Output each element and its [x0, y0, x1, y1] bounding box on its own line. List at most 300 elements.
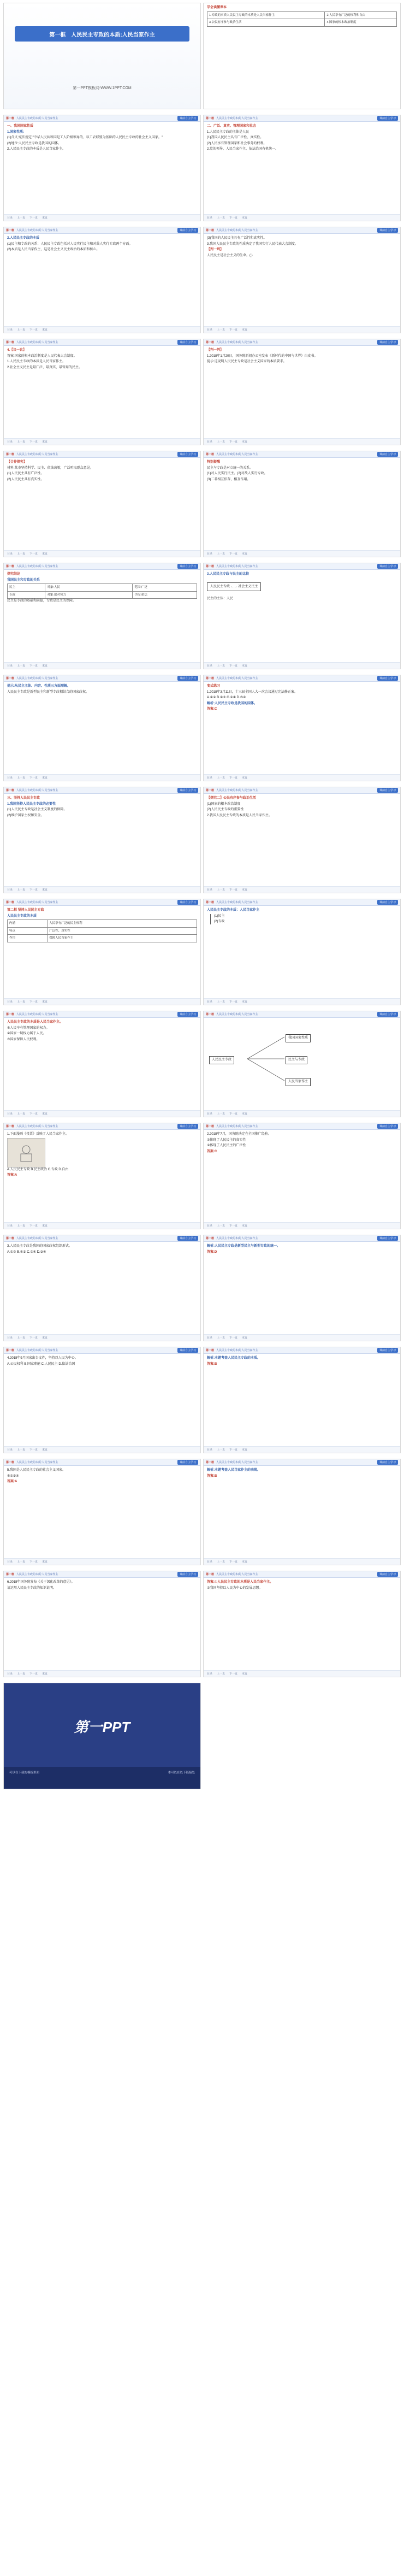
line: (1)人民民主专政是社会主义制度的保障。	[7, 808, 67, 811]
header-title: 人民民主专政的本质:人民当家作主	[216, 1013, 258, 1016]
header-title: 人民民主专政的本质:人民当家作主	[16, 901, 58, 904]
slide-header	[204, 675, 400, 682]
header-tab[interactable]: 课前自主学习	[377, 1124, 398, 1129]
footer-link[interactable]: 末页	[42, 1336, 48, 1340]
footer-link[interactable]: 下一页	[229, 440, 238, 444]
footer-link[interactable]: 下一页	[229, 1672, 238, 1676]
footer-link[interactable]: 下一页	[29, 664, 38, 668]
header-tab[interactable]: 课前自主学习	[177, 1460, 198, 1465]
slide-24	[203, 1235, 401, 1341]
slide-header	[4, 1235, 200, 1242]
line: 解析:人民民主专政是我国的国体。	[207, 702, 257, 705]
footer-link[interactable]: 上一页	[217, 1560, 225, 1564]
footer-link[interactable]: 末页	[242, 1448, 248, 1452]
footer-link[interactable]: 目录	[7, 888, 13, 892]
footer-link[interactable]: 目录	[7, 216, 13, 220]
header-section: 第一框	[6, 341, 15, 344]
line: 变式练习	[207, 685, 221, 688]
line: (2)人民民主具有真实性。	[7, 478, 44, 481]
header-tab[interactable]: 课前自主学习	[177, 1012, 198, 1017]
concept-node: 我国国家性质	[286, 1034, 311, 1042]
header-section: 第一框	[206, 789, 215, 792]
slide-footer	[204, 438, 400, 445]
footer-link[interactable]: 目录	[207, 1336, 213, 1340]
slide-footer	[4, 774, 200, 781]
footer-link[interactable]: 目录	[207, 1224, 213, 1228]
header-section: 第一框	[206, 901, 215, 904]
slide-footer	[4, 1334, 200, 1341]
footer-link[interactable]: 目录	[207, 1000, 213, 1004]
line: (2)人民民主专政的重要性	[207, 808, 244, 811]
footer-link[interactable]: 下一页	[229, 1000, 238, 1004]
header-tab[interactable]: 课前自主学习	[177, 116, 198, 121]
footer-link[interactable]: 目录	[7, 328, 13, 332]
line: 我国民主和专政的关系	[7, 578, 40, 582]
header-section: 第一框	[206, 1461, 215, 1464]
footer-link[interactable]: 上一页	[17, 1336, 26, 1340]
bracket-diagram	[210, 914, 397, 924]
footer-link[interactable]: 末页	[242, 1336, 248, 1340]
line: (1)对人民实行民主。(2)对敌人实行专政。	[207, 472, 268, 475]
footer-link[interactable]: 目录	[7, 1000, 13, 1004]
footer-link[interactable]: 末页	[42, 440, 48, 444]
footer-link[interactable]: 上一页	[217, 1448, 225, 1452]
table-cell: 范围:广泛	[133, 584, 197, 592]
footer-link[interactable]: 下一页	[29, 1224, 38, 1228]
header-tab[interactable]: 课前自主学习	[377, 900, 398, 905]
footer-link[interactable]: 末页	[42, 1672, 48, 1676]
line: (1)人民民主具有广泛性。	[7, 472, 44, 475]
footer-link[interactable]: 末页	[42, 776, 48, 780]
footer-link[interactable]: 上一页	[17, 1560, 26, 1564]
footer-link[interactable]: 目录	[207, 216, 213, 220]
slide-footer	[4, 1558, 200, 1565]
line: (2)维护国家主权和安全。	[7, 814, 44, 817]
slide-7	[3, 339, 201, 445]
header-tab[interactable]: 课前自主学习	[377, 228, 398, 233]
footer-link[interactable]: 末页	[42, 888, 48, 892]
header-tab[interactable]: 课前自主学习	[177, 900, 198, 905]
footer-link[interactable]: 目录	[207, 888, 213, 892]
line: (2)地位:人民民主专政是我国的国体。	[7, 142, 62, 145]
line: 人民民主专政的本质	[7, 914, 37, 918]
header-title: 人民民主专政的本质:人民当家作主	[16, 341, 58, 344]
footer-link[interactable]: 上一页	[17, 1112, 26, 1116]
line: ②体现了人民民主的广泛性	[207, 1144, 246, 1147]
footer-link[interactable]: 上一页	[17, 1672, 26, 1676]
line: 探究结论	[7, 573, 21, 576]
slide-header	[204, 899, 400, 906]
header-title: 人民民主专政的本质:人民当家作主	[216, 117, 258, 120]
line: (2)人民享有管理国家和社会事务的权利。	[207, 142, 267, 145]
header-title: 人民民主专政的本质:人民当家作主	[216, 677, 258, 680]
header-title: 人民民主专政的本质:人民当家作主	[216, 565, 258, 568]
line: 第二框 坚持人民民主专政	[7, 909, 44, 912]
footer-link[interactable]: 上一页	[217, 1112, 225, 1116]
slide-header	[204, 1123, 400, 1130]
table-cell: 民主	[8, 584, 45, 592]
line: 3.我国人民民主专政的性质决定了我国实行人民代表大会制度。	[207, 242, 299, 246]
header-section: 第一框	[206, 341, 215, 344]
slide-header	[4, 899, 200, 906]
footer-link[interactable]: 目录	[7, 552, 13, 556]
header-tab[interactable]: 课前自主学习	[177, 676, 198, 681]
header-tab[interactable]: 课前自主学习	[177, 788, 198, 793]
header-section: 第一框	[6, 117, 15, 120]
footer-link[interactable]: 末页	[42, 552, 48, 556]
footer-link[interactable]: 下一页	[29, 888, 38, 892]
header-section: 第一框	[6, 1573, 15, 1576]
footer-link[interactable]: 目录	[7, 1672, 13, 1676]
footer-link[interactable]: 末页	[242, 1672, 248, 1676]
slide-heading: 学会读懂课本	[207, 6, 227, 9]
header-section: 第一框	[6, 677, 15, 680]
header-title: 人民民主专政的本质:人民当家作主	[216, 901, 258, 904]
header-tab[interactable]: 课前自主学习	[177, 564, 198, 569]
slide-14	[203, 675, 401, 781]
footer-link[interactable]: 下一页	[229, 664, 238, 668]
footer-link[interactable]: 下一页	[229, 1336, 238, 1340]
line: (3)二者相互依存，相互作用。	[207, 478, 251, 481]
footer-link[interactable]: 上一页	[17, 440, 26, 444]
line: 【判一判】	[207, 349, 224, 352]
line: 1.我国坚持人民民主专政的必要性	[7, 802, 56, 806]
answer: 答案:C	[207, 1150, 217, 1153]
answer: 答案:A	[7, 1480, 17, 1483]
header-title: 人民民主专政的本质:人民当家作主	[216, 341, 258, 344]
footer-link[interactable]: 下一页	[29, 440, 38, 444]
header-section: 第一框	[206, 453, 215, 456]
header-section: 第一框	[206, 117, 215, 120]
slide-footer	[4, 886, 200, 893]
footer-link[interactable]: 下一页	[229, 776, 238, 780]
footer-link[interactable]: 上一页	[217, 1000, 225, 1004]
footer-link[interactable]: 上一页	[217, 888, 225, 892]
line: 3.人民民主专政与民主的比较	[207, 573, 249, 576]
footer-link[interactable]: 上一页	[17, 1000, 26, 1004]
footer-link[interactable]: 下一页	[229, 1560, 238, 1564]
table-cell: 专政	[8, 591, 45, 599]
footer-link[interactable]: 末页	[42, 1224, 48, 1228]
header-title: 人民民主专政的本质:人民当家作主	[216, 1125, 258, 1128]
footer-link[interactable]: 目录	[207, 440, 213, 444]
header-tab[interactable]: 课前自主学习	[377, 1236, 398, 1241]
slide-header	[204, 1459, 400, 1466]
footer-link[interactable]: 末页	[42, 216, 48, 220]
line: 请运用人民民主专政的知识说明。	[7, 1586, 57, 1590]
slide-26	[203, 1347, 401, 1453]
footer-link[interactable]: 下一页	[29, 1560, 38, 1564]
concept-node: 人民民主专政	[209, 1056, 234, 1064]
footer-link[interactable]: 末页	[242, 776, 248, 780]
line: 特别提醒	[207, 461, 221, 464]
header-title: 人民民主专政的本质:人民当家作主	[16, 565, 58, 568]
slide-title	[3, 3, 201, 109]
slide-footer	[204, 774, 400, 781]
line: 2.人民民主专政的本质是人民当家作主。	[7, 148, 66, 151]
footer-link[interactable]: 上一页	[217, 328, 225, 332]
footer-link[interactable]: 目录	[7, 1336, 13, 1340]
diagram-box: 人民民主专政 ←→ 社会主义民主	[207, 582, 261, 592]
table-cell: 对象:敌对势力	[45, 591, 133, 599]
footer-link[interactable]: 上一页	[217, 664, 225, 668]
footer-link[interactable]: 下一页	[29, 1448, 38, 1452]
footer-link[interactable]: 目录	[7, 1448, 13, 1452]
footer-link[interactable]: 下一页	[29, 328, 38, 332]
footer-link[interactable]: 目录	[7, 664, 13, 668]
footer-link[interactable]: 末页	[242, 1560, 248, 1564]
table-cell: 人民享有广泛的民主权利	[47, 920, 197, 928]
line: 人民民主是社会主义的生命。( )	[207, 254, 253, 257]
line: (1)我国人民民主具有广泛性、真实性。	[207, 136, 264, 139]
slide-header	[204, 339, 400, 346]
footer-link[interactable]: 上一页	[17, 1448, 26, 1452]
footer-link[interactable]: 下一页	[229, 216, 238, 220]
line: 1.国家性质:	[7, 130, 25, 134]
footer-link[interactable]: 目录	[7, 776, 13, 780]
line: 2.2018年7月，国务院决定在全国推广经验。	[207, 1133, 271, 1136]
line: 2.党的领导、人民当家作主、依法治国有机统一。	[207, 148, 279, 151]
line: 一、我国国家性质	[7, 125, 34, 128]
header-title: 人民民主专政的本质:人民当家作主	[216, 1461, 258, 1464]
header-tab[interactable]: 课前自主学习	[377, 116, 398, 121]
footer-link[interactable]: 末页	[242, 440, 248, 444]
footer-link[interactable]: 末页	[42, 1000, 48, 1004]
line: 三、坚持人民民主专政	[7, 797, 40, 800]
line: 3.人民民主专政是我国的国家政权组织形式。	[7, 1245, 73, 1248]
slide-header	[4, 563, 200, 570]
line: ②国家一切权力属于人民。	[7, 1032, 46, 1035]
line: 民主的主体：人民	[207, 597, 234, 600]
slide-header	[4, 1571, 200, 1578]
header-section: 第一框	[6, 789, 15, 792]
footer-link[interactable]: 上一页	[217, 552, 225, 556]
slide-9	[3, 451, 201, 557]
line: (1)国家的根本政治制度	[207, 802, 241, 806]
slide-17	[3, 899, 201, 1005]
footer-link[interactable]: 上一页	[17, 328, 26, 332]
title-subtitle: 第一PPT模板网-WWW.1PPT.COM	[73, 86, 132, 90]
line: 民主与专政是对立统一的关系。	[207, 466, 253, 470]
footer-link[interactable]: 下一页	[29, 776, 38, 780]
footer-link[interactable]: 下一页	[229, 552, 238, 556]
footer-link[interactable]: 目录	[207, 1672, 213, 1676]
footer-link[interactable]: 末页	[242, 328, 248, 332]
slide-footer	[204, 1670, 400, 1677]
header-tab[interactable]: 课前自主学习	[377, 564, 398, 569]
header-tab[interactable]: 课前自主学习	[177, 1348, 198, 1353]
header-title: 人民民主专政的本质:人民当家作主	[16, 229, 58, 232]
cartoon-icon	[15, 1142, 37, 1164]
slide-footer	[204, 886, 400, 893]
header-section: 第一框	[6, 1013, 15, 1016]
header-section: 第一框	[6, 1349, 15, 1352]
slide-28	[203, 1459, 401, 1565]
header-tab[interactable]: 课前自主学习	[177, 340, 198, 345]
footer-link[interactable]: 上一页	[17, 664, 26, 668]
cartoon-image	[7, 1138, 45, 1168]
slide-header	[4, 115, 200, 122]
header-tab[interactable]: 课前自主学习	[377, 452, 398, 457]
line: 民主是专政的基础和前提，专政是民主的保障。	[7, 599, 76, 603]
line: ①②③④	[7, 1474, 19, 1478]
line: 1.人民民主专政的主体是人民	[207, 130, 249, 134]
line: A.公民权利 B.国家职能 C.人民民主 D.依法治国	[7, 1362, 75, 1366]
table-cell: 手段:依法	[133, 591, 197, 599]
footer-link[interactable]: 上一页	[17, 552, 26, 556]
footer-link[interactable]: 下一页	[229, 888, 238, 892]
header-section: 第一框	[206, 565, 215, 568]
slide-footer	[4, 1670, 200, 1677]
line: 【探究二】公民有序参与政治生活	[207, 797, 257, 800]
footer-link[interactable]: 目录	[7, 1224, 13, 1228]
header-tab[interactable]: 课前自主学习	[377, 788, 398, 793]
strip-text: 本可以在以下链接处	[168, 1771, 195, 1775]
line: 人民民主专政的本质：人民当家作主	[207, 909, 260, 912]
line: ③国家保障人民权利。	[7, 1038, 40, 1041]
footer-link[interactable]: 下一页	[29, 1336, 38, 1340]
header-tab[interactable]: 课前自主学习	[377, 1012, 398, 1017]
line: 人民民主专政的本质是人民当家作主。	[7, 1021, 63, 1024]
footer-link[interactable]: 目录	[7, 1560, 13, 1564]
header-tab[interactable]: 课前自主学习	[177, 452, 198, 457]
footer-link[interactable]: 末页	[242, 216, 248, 220]
slide-11	[3, 563, 201, 669]
slide-footer	[4, 662, 200, 669]
footer-link[interactable]: 目录	[7, 440, 13, 444]
header-tab[interactable]: 课前自主学习	[377, 1572, 398, 1577]
footer-link[interactable]: 目录	[207, 552, 213, 556]
table-cell: 广泛性	[49, 929, 58, 933]
line: ①体现了人民民主的真实性	[207, 1138, 246, 1142]
slide-21	[3, 1123, 201, 1229]
concept-node: 民主与专政	[286, 1056, 307, 1064]
footer-link[interactable]: 末页	[42, 664, 48, 668]
footer-link[interactable]: 上一页	[17, 1224, 26, 1228]
footer-link[interactable]: 上一页	[217, 776, 225, 780]
footer-link[interactable]: 上一页	[17, 776, 26, 780]
header-title: 人民民主专政的本质:人民当家作主	[16, 677, 58, 680]
footer-link[interactable]: 目录	[207, 328, 213, 332]
footer-link[interactable]: 上一页	[17, 888, 26, 892]
header-title: 人民民主专政的本质:人民当家作主	[16, 1125, 58, 1128]
footer-link[interactable]: 目录	[7, 1112, 13, 1116]
slide-footer	[204, 1558, 400, 1565]
concept-node: 人民当家作主	[286, 1078, 311, 1086]
slide-5	[3, 227, 201, 333]
line: ②我国坚持以人民为中心的发展思想。	[207, 1586, 263, 1590]
header-title: 人民民主专政的本质:人民当家作主	[16, 453, 58, 456]
header-tab[interactable]: 课前自主学习	[177, 1572, 198, 1577]
slide-header	[204, 1011, 400, 1018]
footer-link[interactable]: 下一页	[229, 1112, 238, 1116]
slide-footer	[4, 1222, 200, 1229]
header-tab[interactable]: 课前自主学习	[377, 1348, 398, 1353]
footer-link[interactable]: 上一页	[217, 1672, 225, 1676]
header-tab[interactable]: 课前自主学习	[177, 1236, 198, 1241]
line: ①人民享有管理国家的权力。	[7, 1026, 50, 1030]
footer-link[interactable]: 上一页	[17, 216, 26, 220]
answer: 答案:B	[207, 1474, 217, 1478]
footer-link[interactable]: 下一页	[29, 216, 38, 220]
slide-30	[203, 1571, 401, 1677]
footer-link[interactable]: 下一页	[229, 1224, 238, 1228]
footer-link[interactable]: 目录	[207, 664, 213, 668]
footer-link[interactable]: 末页	[242, 552, 248, 556]
footer-link[interactable]: 下一页	[29, 1000, 38, 1004]
line: 4.2018年9月国家出台文件，坚持以人民为中心。	[7, 1357, 78, 1360]
header-tab[interactable]: 课前自主学习	[377, 1460, 398, 1465]
line: A.①② B.①③ C.②④ D.③④	[207, 696, 246, 699]
slide-footer	[4, 214, 200, 221]
slide-25	[3, 1347, 201, 1453]
footer-link[interactable]: 末页	[242, 1112, 248, 1116]
end-strip	[4, 1767, 200, 1789]
footer-link[interactable]: 末页	[242, 888, 248, 892]
table-cell: 3.公民有序参与政治生活	[207, 19, 325, 27]
footer-link[interactable]: 目录	[207, 776, 213, 780]
slide-22	[203, 1123, 401, 1229]
header-tab[interactable]: 课前自主学习	[177, 228, 198, 233]
footer-link[interactable]: 末页	[42, 1448, 48, 1452]
footer-link[interactable]: 末页	[242, 1000, 248, 1004]
footer-link[interactable]: 下一页	[29, 1672, 38, 1676]
slide-footer	[4, 326, 200, 333]
footer-link[interactable]: 下一页	[29, 552, 38, 556]
header-section: 第一框	[206, 1013, 215, 1016]
footer-link[interactable]: 末页	[42, 1112, 48, 1116]
slide-6	[203, 227, 401, 333]
footer-link[interactable]: 上一页	[217, 440, 225, 444]
header-tab[interactable]: 课前自主学习	[377, 676, 398, 681]
footer-link[interactable]: 上一页	[217, 1336, 225, 1340]
brand-logo: 第一PPT	[74, 1719, 130, 1735]
footer-link[interactable]: 目录	[207, 1112, 213, 1116]
footer-link[interactable]: 目录	[207, 1448, 213, 1452]
line: 提示:从民主主体、内容、性质三方面理解。	[7, 685, 70, 688]
header-tab[interactable]: 课前自主学习	[377, 340, 398, 345]
line: 【判一判】	[207, 248, 224, 251]
line: A.人民民主专政 B.民主政治 C.专政 D.自由	[7, 1168, 69, 1171]
footer-link[interactable]: 末页	[242, 1224, 248, 1228]
footer-link[interactable]: 末页	[42, 1560, 48, 1564]
footer-link[interactable]: 下一页	[29, 1112, 38, 1116]
line: (1)民主和专政的关系：人民民主专政包括对人民实行民主和对敌人实行专政两个方面。	[7, 242, 133, 246]
table-cell: 1.专政的实质人民民主专政的本质是人民当家作主	[207, 11, 325, 19]
footer-link[interactable]: 下一页	[229, 1448, 238, 1452]
slide-footer	[4, 998, 200, 1005]
footer-link[interactable]: 目录	[207, 1560, 213, 1564]
header-section: 第一框	[6, 1461, 15, 1464]
slide-table	[207, 11, 397, 27]
header-section: 第一框	[206, 677, 215, 680]
table-cell: 特点	[8, 927, 47, 935]
line: A.①② B.①③ C.②④ D.③④	[7, 1250, 46, 1254]
header-tab[interactable]: 课前自主学习	[177, 1124, 198, 1129]
footer-link[interactable]: 末页	[42, 328, 48, 332]
footer-link[interactable]: 末页	[242, 664, 248, 668]
slide-header	[4, 227, 200, 234]
line: 解析:本题考查人民民主专政的本质。	[207, 1357, 260, 1360]
slide-23	[3, 1235, 201, 1341]
slide-footer	[204, 1334, 400, 1341]
footer-link[interactable]: 上一页	[217, 216, 225, 220]
header-title: 人民民主专政的本质:人民当家作主	[216, 1349, 258, 1352]
slide-end	[3, 1683, 201, 1789]
footer-link[interactable]: 上一页	[217, 1224, 225, 1228]
header-title: 人民民主专政的本质:人民当家作主	[216, 1237, 258, 1240]
footer-link[interactable]: 下一页	[229, 328, 238, 332]
